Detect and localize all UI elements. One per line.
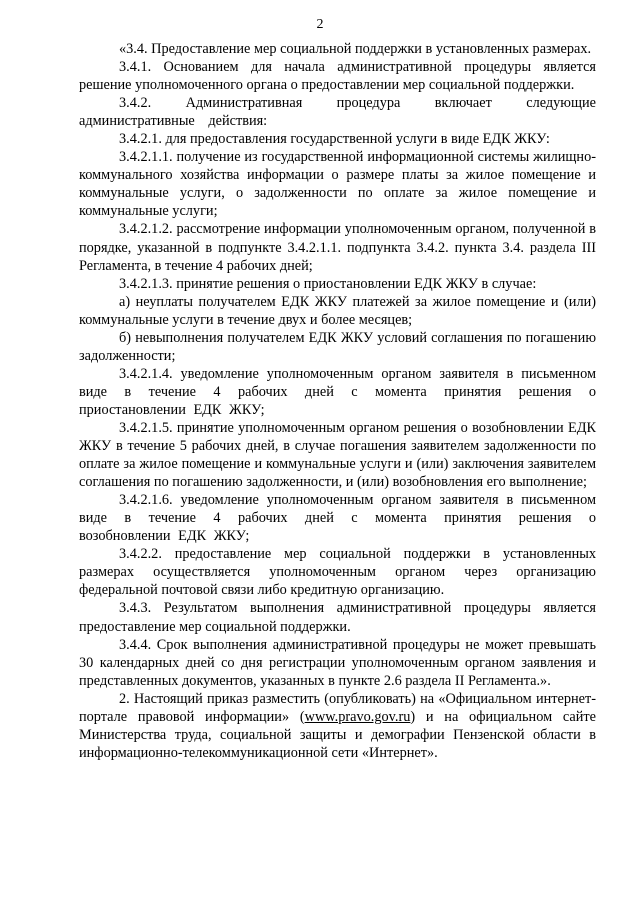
page-number: 2 — [316, 17, 324, 32]
paragraph: 3.4.2. Административная процедура включает следующие административные действия: — [79, 95, 596, 130]
publication-text-end: ) и на официальном сайте Министерства труда, социальной защиты и демографии Пензенской области в информационно-телекоммуникационной сети «Интернет». — [79, 708, 596, 761]
paragraph: 3.4.4. Срок выполнения административной процедуры не может превышать 30 календарных дней со дня регистрации уполномоченным органом заявления и представленных документов, указанных в пункте 2.6 раздела II Регламента.». — [79, 636, 596, 689]
list-item: а) неуплаты получателем ЕДК ЖКУ платежей за жилое помещение и (или) коммунальные услуги в течение двух и более месяцев; — [79, 293, 596, 328]
section-heading: «3.4. Предоставление мер социальной поддержки в установленных размерах. — [119, 41, 592, 57]
pravo-link[interactable]: www.pravo.gov.ru — [304, 708, 411, 725]
paragraph: 3.4.2.1.1. получение из государственной информационной системы жилищно-коммунального хозяйства информации о размере платы за жилое помещение и коммунальные услуги, о задолженности по оплате за жилое помещение и коммунальные услуги; — [79, 149, 596, 220]
list-item: б) невыполнения получателем ЕДК ЖКУ условий соглашения по погашению задолженности; — [79, 329, 596, 364]
paragraph: 3.4.2.1.5. принятие уполномоченным органом решения о возобновлении ЕДК ЖКУ в течение 5 рабочих дней, в случае погашения заявителем задолженности по оплате за жилое помещение и коммунальные услуги и (или) заключения заявителем соглашения по погашению задолженности, и (или) возобновления его выполнение; — [79, 419, 596, 491]
paragraph-publication — [79, 690, 596, 762]
paragraph: 3.4.3. Результатом выполнения административной процедуры является предоставление мер социальной поддержки. — [79, 600, 596, 635]
paragraph: 3.4.2.1.4. уведомление уполномоченным органом заявителя в письменном виде в течение 4 рабочих дней с момента принятия решения о приостановлении ЕДК ЖКУ; — [79, 365, 596, 418]
paragraph: 3.4.1. Основанием для начала административной процедуры является решение уполномоченного органа о предоставлении мер социальной поддержки. — [79, 59, 596, 94]
paragraph: 3.4.2.1.2. рассмотрение информации уполномоченным органом, полученной в порядке, указанной в подпункте 3.4.2.1.1. подпункта 3.4.2. пункта 3.4. раздела III Регламента, в течение 4 рабочих дней; — [79, 221, 596, 274]
paragraph: 3.4.2.1. для предоставления государственной услуги в виде ЕДК ЖКУ: — [119, 131, 550, 148]
publication-text-start: 2. Настоящий приказ разместить (опубликовать) на «Официальном интернет-портале правовой информации» ( — [79, 690, 596, 725]
paragraph: 3.4.2.1.3. принятие решения о приостановлении ЕДК ЖКУ в случае: — [119, 275, 537, 292]
document-body — [79, 40, 596, 762]
paragraph: 3.4.2.1.6. уведомление уполномоченным органом заявителя в письменном виде в течение 4 рабочих дней с момента принятия решения о возобновлении ЕДК ЖКУ; — [79, 492, 596, 545]
paragraph: 3.4.2.2. предоставление мер социальной поддержки в установленных размерах осуществляется уполномоченным органом через организацию федеральной почтовой связи либо кредитную организацию. — [79, 546, 596, 599]
